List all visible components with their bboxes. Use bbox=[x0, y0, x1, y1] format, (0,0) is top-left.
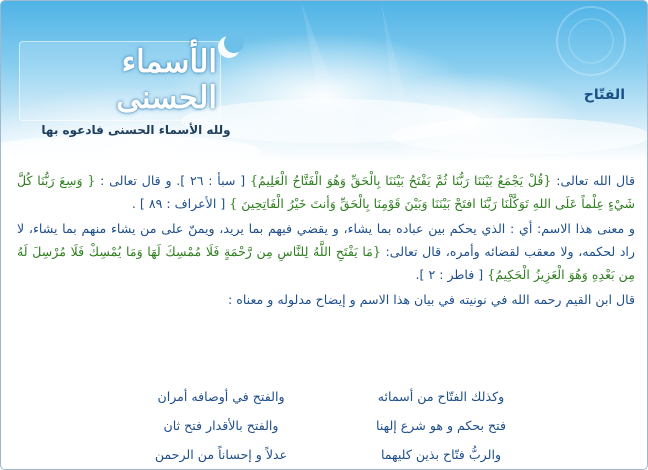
ibn-qayyim-intro: قال ابن القيم رحمه الله في نونيته في بيان هذا الاسم و إيضاح مدلوله و معناه : bbox=[228, 292, 635, 307]
verse-reference-fatir: [ فاطر : ٢ ]. bbox=[415, 267, 488, 282]
poem-verse bbox=[121, 382, 541, 411]
quran-verse-araf: { وَسِعَ رَبُّنَا كُلَّ شَيْءٍ عِلْماً عَلَى اللهِ تَوَكَّلْنَا رَبَّنَا افتَحْ بَيْنَنَا وَبَيْنَ قَوْمِنَا بِالْحَقِّ وَأنتَ خَيْرُ الْفَاتِحِينَ } bbox=[17, 173, 635, 211]
crescent-shadow bbox=[224, 33, 244, 53]
paragraph-ibn-qayyim bbox=[17, 288, 635, 311]
poem-hemistich-right: فتح بحكم و هو شرع إلهنا bbox=[376, 418, 506, 433]
poem-hemistich-right: والربُّ فتّاح بذين كليهما bbox=[380, 447, 502, 462]
quran-verse-saba: {قُلْ يَجْمَعُ بَيْنَنَا رَبُّنَا ثُمَّ يَفْتَحُ بَيْنَنَا بِالْحَقِّ وَهُوَ الْفَتَّاحُ الْعَلِيمُ} bbox=[249, 173, 552, 188]
poem-hemistich-left: والفتح بالأقدار فتح ثان bbox=[163, 418, 279, 433]
cloud-3 bbox=[1, 135, 261, 161]
meaning-text: و معنى هذا الاسم: أي : الذي يحكم بين عباده بما يشاء، و يقضي فيهم بما يريد، ويمنّ على من يشاء منهم بما يشاء، لا راد لحكمه، ولا معقب لقضائه وأمره، قال تعالى: bbox=[17, 221, 636, 259]
cloud-2 bbox=[391, 118, 647, 154]
poem bbox=[121, 382, 541, 469]
poem-hemistich-left: والفتح في أوصافه أمران bbox=[157, 389, 285, 404]
ornament-inner bbox=[569, 19, 613, 63]
paragraph-connector: و قال تعالى : bbox=[95, 173, 172, 188]
poem-hemistich-left: عدلاً و إحساناً من الرحمن bbox=[154, 447, 288, 462]
poem-hemistich-right: وكذلك الفتّاح من أسمائه bbox=[377, 389, 505, 404]
paragraph-intro: قال الله تعالى: bbox=[551, 173, 635, 188]
quran-verse-fatir: {مَا يَفْتَحِ اللَّهُ لِلنَّاسِ مِن رَّحْمَةٍ فَلَا مُمْسِكَ لَهَا وَمَا يُمْسِكْ فَلَا مُرْسِلَ لَهُ مِن بَعْدِهِ وَهُوَ الْعَزِيزُ الْحَكِيمُ} bbox=[17, 244, 635, 282]
poem-verse bbox=[121, 440, 541, 469]
header-banner bbox=[1, 1, 647, 161]
ornament-icon bbox=[557, 7, 625, 75]
logo-calligraphy: الأسماء الحسنى bbox=[116, 44, 217, 116]
article-body bbox=[17, 169, 635, 313]
paragraph-meaning bbox=[17, 217, 635, 286]
verse-reference-araf: [ الأعراف : ٨٩ ] . bbox=[131, 196, 230, 211]
verse-reference-saba: [ سبأ : ٢٦ ]. bbox=[171, 173, 250, 188]
header-subtitle: ولله الأسماء الحسنى فادعوه بها bbox=[41, 123, 231, 137]
page-title: الفتّاح bbox=[583, 87, 625, 103]
paragraph-verses bbox=[17, 169, 635, 215]
poem-verse bbox=[121, 411, 541, 440]
